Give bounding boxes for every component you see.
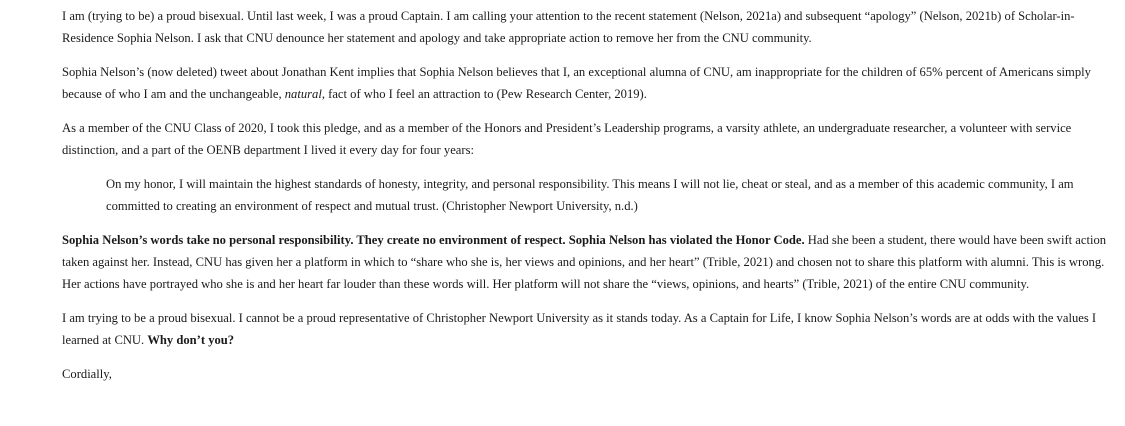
paragraph-conclusion-text: I am trying to be a proud bisexual. I cannot be a proud representative of Christopher Newport University as it stands today. As a Captain for Life, I know Sophia Nelson’s words are at odds with the values I learned at CNU. [62,311,1097,347]
paragraph-tweet-text-start: Sophia Nelson’s (now deleted) tweet about Jonathan Kent implies that Sophia Nelson believes that I, an exceptional alumna of CNU, am inappropriate for the children of 65% percent of Americans simply because of who I am and the unchangeable, [62,65,1091,101]
paragraph-tweet [62,61,1122,105]
paragraph-tweet-text-end: , fact of who I feel an attraction to (Pew Research Center, 2019). [321,87,647,101]
paragraph-honor-violation-rest: Had she been a student, there would have been swift action taken against her. Instead, CNU has given her a platform in which to “share who she is, her views and opinions, and her heart” (Trible, 2021) and chosen not to share this platform with alumni. This is wrong. Her actions have portrayed who she is and her heart far louder than these words will. Her platform will not share the “views, opinions, and hearts” (Trible, 2021) of the entire CNU community. [62,233,1107,291]
paragraph-honor-violation [62,229,1122,295]
italic-emphasis-natural: natural [284,87,322,101]
letter-document [62,5,1122,397]
paragraph-intro: I am (trying to be) a proud bisexual. Until last week, I was a proud Captain. I am calling your attention to the recent statement (Nelson, 2021a) and subsequent “apology” (Nelson, 2021b) of Scholar-in-Residence Sophia Nelson. I ask that CNU denounce her statement and apology and take appropriate action to remove her from the CNU community. [62,9,1075,45]
bold-question: Why don’t you? [147,333,235,347]
closing-salutation: Cordially, [62,367,112,381]
paragraph-conclusion [62,307,1122,351]
honor-code-quote: On my honor, I will maintain the highest standards of honesty, integrity, and personal responsibility. This means I will not lie, cheat or steal, and as a member of this academic community, I am committed to creating an environment of respect and mutual trust. (Christopher Newport University, n.d.) [106,177,1074,213]
bold-honor-violation: Sophia Nelson’s words take no personal responsibility. They create no environment of respect. Sophia Nelson has violated the Honor Code. [62,233,805,247]
paragraph-pledge-intro: As a member of the CNU Class of 2020, I took this pledge, and as a member of the Honors and President’s Leadership programs, a varsity athlete, an undergraduate researcher, a volunteer with service distinction, and a part of the OENB department I lived it every day for four years: [62,121,1072,157]
